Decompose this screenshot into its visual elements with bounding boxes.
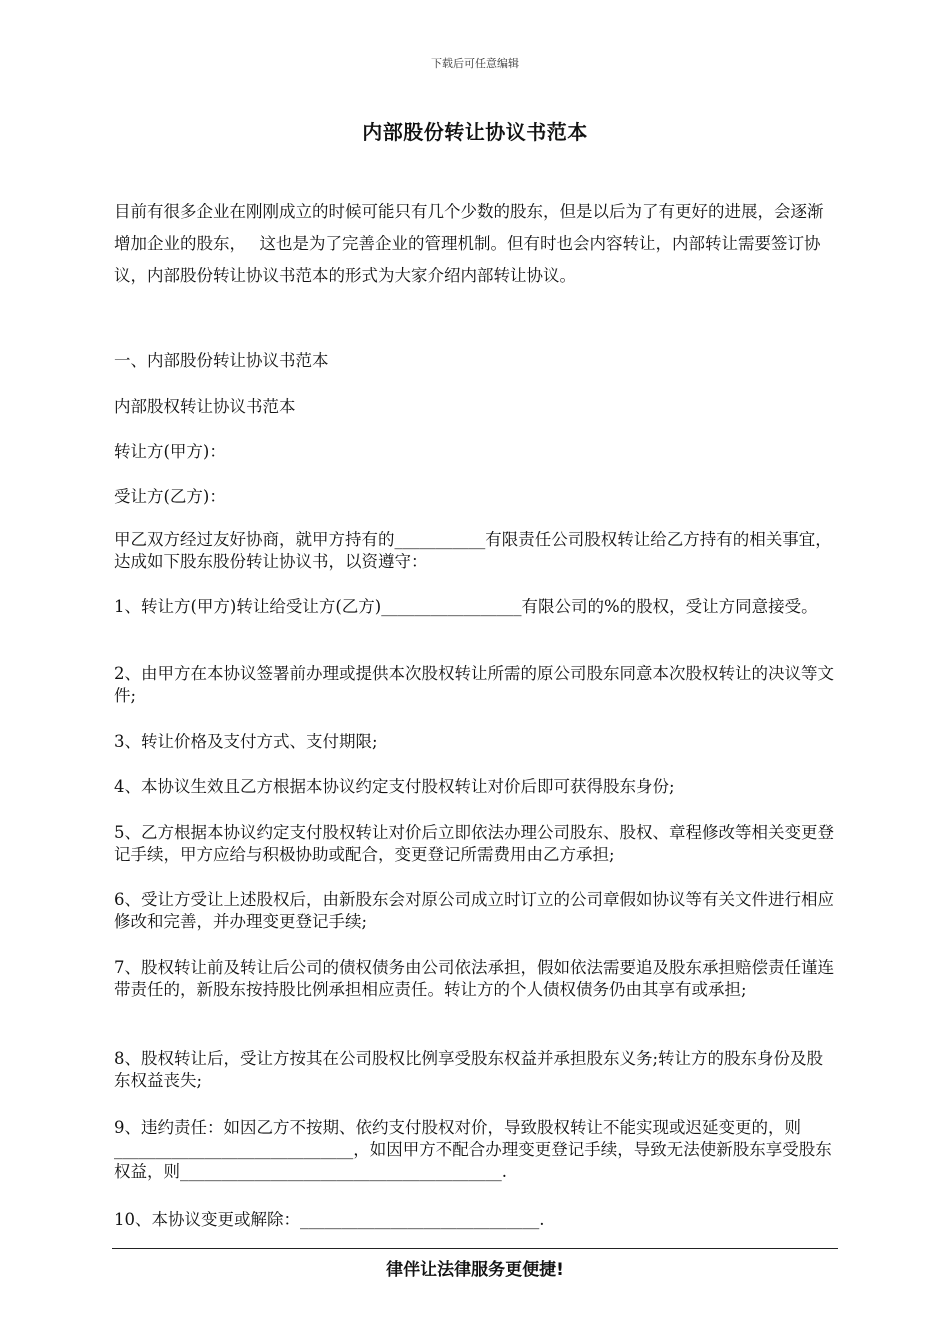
clause-1: 1、转让方(甲方)转让给受让方(乙方)_________________有限公司的%的股权，受让方同意接受。 [114,597,818,616]
footer-divider [112,1248,838,1249]
clause-7: 7、股权转让前及转让后公司的债权债务由公司依法承担，假如依法需要追及股东承担赔偿责任谨连带责任的，新股东按持股比例承担相应责任。转让方的个人债权债务仍由其享有或承担; [114,958,834,999]
sub-heading: 内部股权转让协议书范本 [114,397,296,416]
document-title: 内部股份转让协议书范本 [362,120,588,144]
clause-10: 10、本协议变更或解除：_____________________________. [114,1210,545,1229]
header-note: 下载后可任意编辑 [431,57,519,70]
intro-paragraph: 目前有很多企业在刚刚成立的时候可能只有几个少数的股东，但是以后为了有更好的进展，会逐渐增加企业的股东， 这也是为了完善企业的管理机制。但有时也会内容转让，内部转让需要签订协议，内部股份转让协议书范本的形式为大家介绍内部转让协议。 [114,202,824,285]
preamble-paragraph: 甲乙双方经过友好协商，就甲方持有的___________有限责任公司股权转让给乙方持有的相关事宜，达成如下股东股份转让协议书，以资遵守： [114,530,832,571]
clause-9: 9、违约责任：如因乙方不按期、依约支付股权对价，导致股权转让不能实现或迟延变更的，则_____________________________，如因甲方不配合办理变更登记手续，导致无法使新股东享受股东权益，则_______________________________________. [114,1118,832,1181]
clause-5: 5、乙方根据本协议约定支付股权转让对价后立即依法办理公司股东、股权、章程修改等相关变更登记手续，甲方应给与积极协助或配合，变更登记所需费用由乙方承担; [114,823,834,864]
section-heading: 一、内部股份转让协议书范本 [114,351,329,370]
footer-slogan: 律伴让法律服务更便捷! [386,1260,564,1280]
clause-8: 8、股权转让后，受让方按其在公司股权比例享受股东权益并承担股东义务;转让方的股东身份及股东权益丧失; [114,1049,824,1090]
party-b-label: 受让方(乙方)： [114,487,226,506]
party-a-label: 转让方(甲方)： [114,442,226,461]
clause-3: 3、转让价格及支付方式、支付期限; [114,732,378,751]
clause-2: 2、由甲方在本协议签署前办理或提供本次股权转让所需的原公司股东同意本次股权转让的决议等文件; [114,664,834,705]
clause-6: 6、受让方受让上述股权后，由新股东会对原公司成立时订立的公司章假如协议等有关文件进行相应修改和完善，并办理变更登记手续; [114,890,834,931]
clause-4: 4、本协议生效且乙方根据本协议约定支付股权转让对价后即可获得股东身份; [114,777,675,796]
